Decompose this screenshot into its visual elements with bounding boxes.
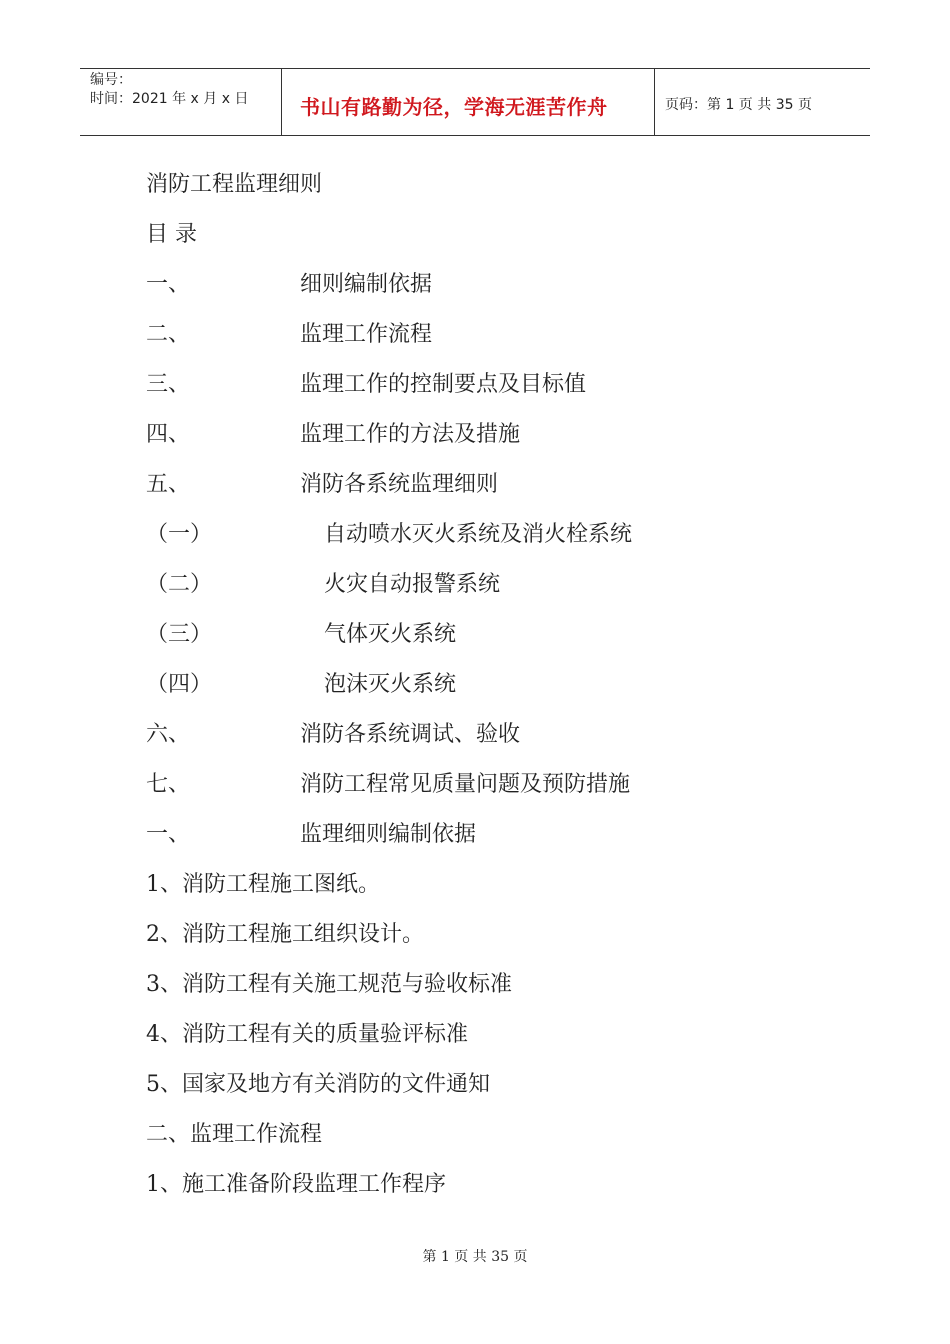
toc-subitem-text: 火灾自动报警系统 [324, 572, 501, 597]
toc-item-num: 七、 [146, 772, 191, 797]
toc-item-num: 六、 [146, 722, 191, 747]
toc-item-num: 五、 [146, 472, 191, 497]
document-title: 消防工程监理细则 [146, 172, 323, 197]
header-meta-cell [80, 69, 282, 135]
page-footer: 第 1 页 共 35 页 [422, 1249, 528, 1265]
section-heading-num: 一、 [146, 822, 191, 847]
toc-subitem-num: （一） [146, 522, 213, 547]
toc-subitem-num: （三） [146, 622, 213, 647]
list-item: 3、消防工程有关施工规范与验收标准 [146, 972, 512, 997]
time-label: 时间：2021 年 x 月 x 日 [90, 91, 249, 107]
toc-item-text: 细则编制依据 [300, 272, 433, 297]
section-heading: 二、监理工作流程 [146, 1122, 323, 1147]
toc-item-text: 监理工作流程 [300, 322, 433, 347]
document-header [80, 68, 870, 136]
toc-item-text: 消防各系统监理细则 [300, 472, 499, 497]
section-heading-text: 监理细则编制依据 [300, 822, 477, 847]
motto: 书山有路勤为径，学海无涯苦作舟 [300, 95, 608, 119]
toc-subitem-text: 泡沫灭火系统 [324, 672, 457, 697]
header-motto-cell [282, 69, 655, 135]
header-page-cell [655, 69, 870, 135]
toc-item-num: 一、 [146, 272, 191, 297]
toc-item-num: 四、 [146, 422, 191, 447]
list-item: 5、国家及地方有关消防的文件通知 [146, 1072, 490, 1097]
toc-item-text: 消防工程常见质量问题及预防措施 [300, 772, 631, 797]
toc-subitem-num: （二） [146, 572, 213, 597]
toc-heading: 目 录 [146, 222, 197, 247]
toc-subitem-text: 自动喷水灭火系统及消火栓系统 [324, 522, 633, 547]
toc-item-text: 监理工作的方法及措施 [300, 422, 521, 447]
toc-item-text: 监理工作的控制要点及目标值 [300, 372, 587, 397]
list-item: 1、施工准备阶段监理工作程序 [146, 1172, 446, 1197]
toc-item-text: 消防各系统调试、验收 [300, 722, 521, 747]
toc-subitem-text: 气体灭火系统 [324, 622, 457, 647]
toc-subitem-num: （四） [146, 672, 213, 697]
toc-item-num: 三、 [146, 372, 191, 397]
list-item: 2、消防工程施工组织设计。 [146, 922, 424, 947]
list-item: 1、消防工程施工图纸。 [146, 872, 380, 897]
page-info: 页码：第 1 页 共 35 页 [665, 97, 812, 113]
number-label: 编号： [90, 72, 132, 88]
list-item: 4、消防工程有关的质量验评标准 [146, 1022, 468, 1047]
toc-item-num: 二、 [146, 322, 191, 347]
